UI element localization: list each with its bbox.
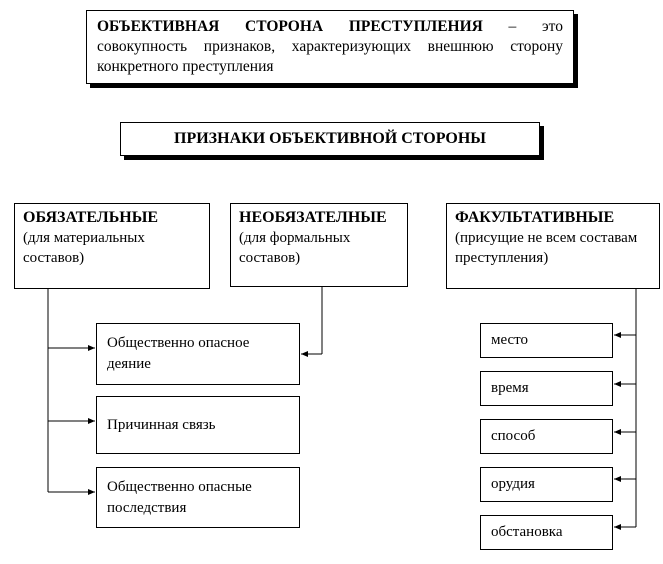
- category-facultative-name: ФАКУЛЬТАТИВНЫЕ: [455, 209, 615, 226]
- definition-text: – это совокупность признаков, характеризующих внешнюю сторону конкретного преступления: [97, 18, 563, 75]
- facultative-item-label: орудия: [491, 476, 535, 492]
- category-mandatory-name: ОБЯЗАТЕЛЬНЫЕ: [23, 209, 159, 226]
- category-optional-name: НЕОБЯЗАТЕЛНЫЕ: [239, 209, 387, 226]
- mandatory-item-label: Общественно опасное деяние: [107, 335, 250, 372]
- facultative-item-label: обстановка: [491, 524, 563, 540]
- category-facultative-note: (присущие не всем составам преступления): [455, 230, 638, 266]
- category-mandatory-note: (для материальных составов): [23, 230, 145, 266]
- category-optional-note: (для формальных составов): [239, 230, 351, 266]
- facultative-item-label: способ: [491, 428, 536, 444]
- definition-term: ОБЪЕКТИВНАЯ СТОРОНА ПРЕСТУПЛЕНИЯ: [97, 18, 483, 35]
- facultative-item-label: место: [491, 332, 529, 348]
- section-header: ПРИЗНАКИ ОБЪЕКТИВНОЙ СТОРОНЫ: [120, 122, 540, 156]
- facultative-item-label: время: [491, 380, 529, 396]
- mandatory-item-label: Причинная связь: [107, 416, 216, 433]
- mandatory-item-label: Общественно опасные последствия: [107, 478, 252, 516]
